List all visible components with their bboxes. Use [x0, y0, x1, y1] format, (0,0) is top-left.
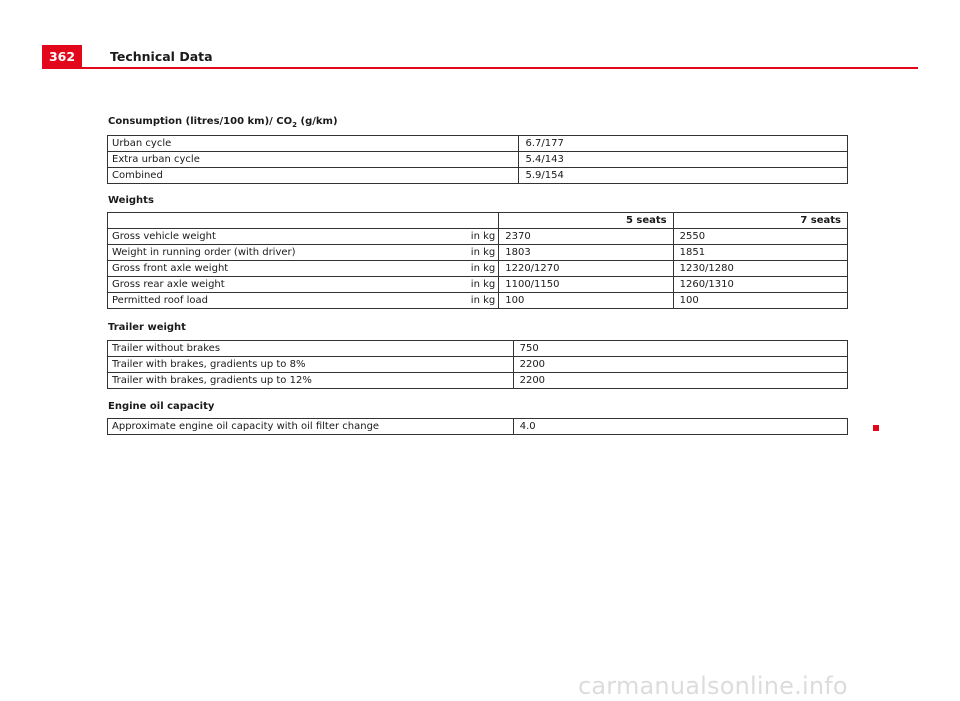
consumption-table: [107, 135, 848, 184]
weight-unit: in kg: [426, 277, 498, 293]
page-header: [42, 45, 918, 69]
trailer-heading: Trailer weight: [108, 322, 186, 333]
page-number: 362: [42, 45, 82, 67]
weight-value-5-seats: 1100/1150: [499, 277, 673, 293]
trailer-value: 2200: [513, 373, 847, 389]
weight-value-7-seats: 2550: [673, 229, 847, 245]
oil-heading: Engine oil capacity: [108, 401, 215, 412]
weights-table: [107, 212, 848, 309]
table-row: [108, 357, 848, 373]
weight-label: Permitted roof load: [108, 293, 427, 309]
consumption-heading: [108, 116, 338, 129]
weight-unit: in kg: [426, 229, 498, 245]
table-row: [108, 341, 848, 357]
column-header-7-seats: 7 seats: [673, 213, 847, 229]
weight-unit: in kg: [426, 293, 498, 309]
oil-label: Approximate engine oil capacity with oil filter change: [108, 419, 514, 435]
weight-unit: in kg: [426, 261, 498, 277]
weight-label: Gross vehicle weight: [108, 229, 427, 245]
table-row: [108, 373, 848, 389]
weight-value-7-seats: 1230/1280: [673, 261, 847, 277]
weight-label: Gross front axle weight: [108, 261, 427, 277]
table-row: [108, 229, 848, 245]
weight-value-7-seats: 1851: [673, 245, 847, 261]
weight-label: Weight in running order (with driver): [108, 245, 427, 261]
table-row: [108, 136, 848, 152]
weight-unit: in kg: [426, 245, 498, 261]
chapter-title: Technical Data: [110, 49, 213, 64]
consumption-heading-tail: (g/km): [297, 116, 338, 127]
table-row: [108, 245, 848, 261]
table-row: [108, 152, 848, 168]
consumption-value: 6.7/177: [519, 136, 848, 152]
trailer-value: 750: [513, 341, 847, 357]
consumption-label: Extra urban cycle: [108, 152, 519, 168]
weights-header-empty: [108, 213, 499, 229]
consumption-heading-sub: 2: [292, 121, 298, 129]
table-row: [108, 168, 848, 184]
trailer-label: Trailer without brakes: [108, 341, 514, 357]
weight-label: Gross rear axle weight: [108, 277, 427, 293]
consumption-label: Combined: [108, 168, 519, 184]
table-row: [108, 261, 848, 277]
weight-value-5-seats: 1803: [499, 245, 673, 261]
trailer-label: Trailer with brakes, gradients up to 8%: [108, 357, 514, 373]
trailer-table: [107, 340, 848, 389]
consumption-value: 5.9/154: [519, 168, 848, 184]
weight-value-5-seats: 2370: [499, 229, 673, 245]
table-row: [108, 293, 848, 309]
weight-value-5-seats: 100: [499, 293, 673, 309]
weight-value-5-seats: 1220/1270: [499, 261, 673, 277]
watermark-text: carmanualsonline.info: [578, 672, 848, 700]
oil-value: 4.0: [513, 419, 847, 435]
section-end-marker: [873, 425, 879, 431]
weight-value-7-seats: 100: [673, 293, 847, 309]
column-header-5-seats: 5 seats: [499, 213, 673, 229]
table-row: [108, 277, 848, 293]
trailer-value: 2200: [513, 357, 847, 373]
weight-value-7-seats: 1260/1310: [673, 277, 847, 293]
table-header-row: [108, 213, 848, 229]
weights-heading: Weights: [108, 195, 154, 206]
trailer-label: Trailer with brakes, gradients up to 12%: [108, 373, 514, 389]
table-row: [108, 419, 848, 435]
consumption-label: Urban cycle: [108, 136, 519, 152]
oil-table: [107, 418, 848, 435]
consumption-heading-main: Consumption (litres/100 km)/ CO: [108, 116, 293, 127]
consumption-value: 5.4/143: [519, 152, 848, 168]
